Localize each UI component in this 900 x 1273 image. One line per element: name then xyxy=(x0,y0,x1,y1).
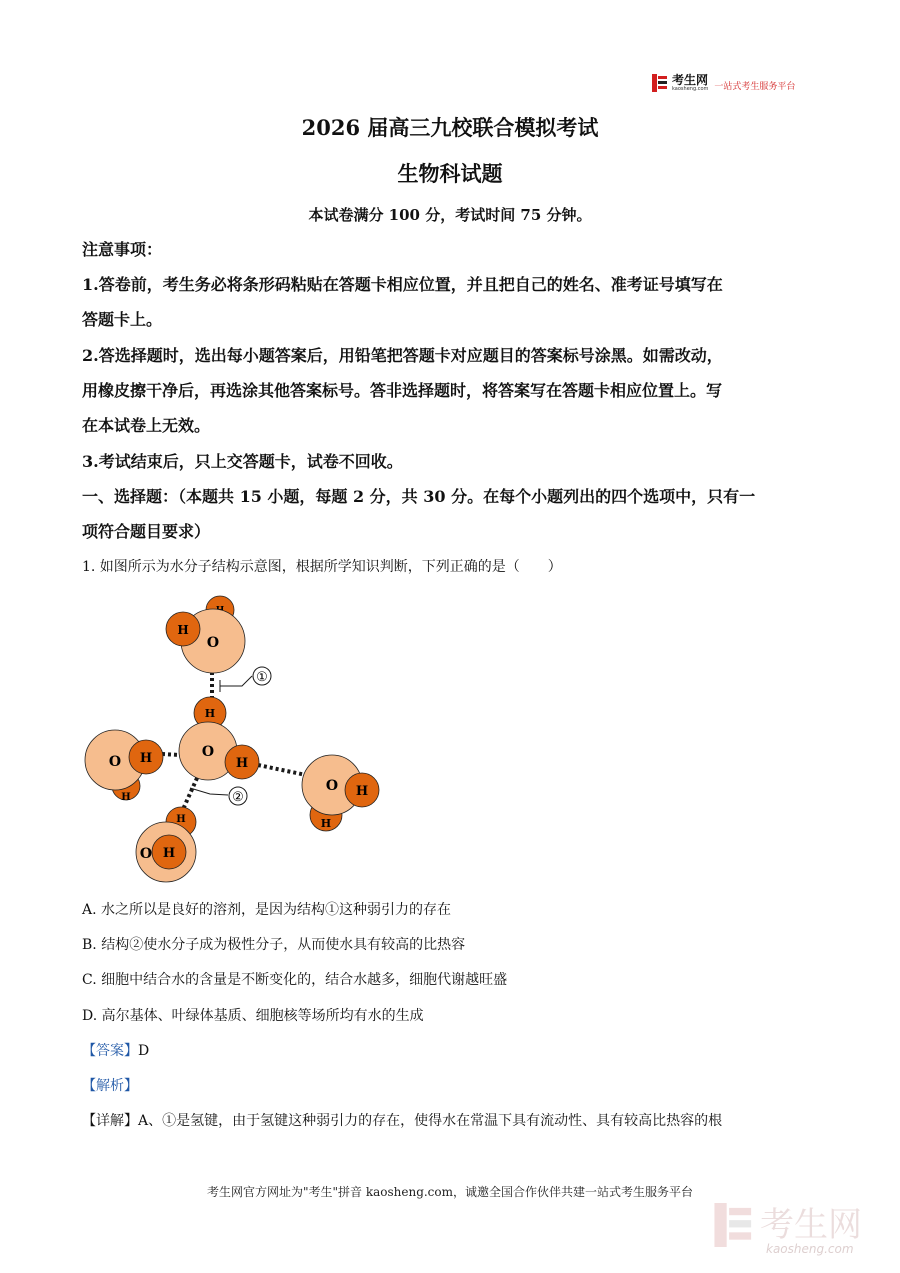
detail-label: 【详解】 xyxy=(82,1113,138,1129)
oxygen-label: O xyxy=(139,846,153,862)
kaosheng-logo-icon xyxy=(652,74,668,92)
oxygen-label: O xyxy=(206,635,220,651)
detail-line xyxy=(82,1112,722,1130)
option-a: A. 水之所以是良好的溶剂，是因为结构①这种弱引力的存在 xyxy=(82,902,452,918)
page-footer: 考生网官方网址为"考生"拼音 kaosheng.com，诚邀全国合作伙伴共建一站式考生服务平台 xyxy=(206,1185,694,1199)
logo-name: 考生网 xyxy=(672,73,709,87)
hydrogen-label: H xyxy=(139,751,153,766)
section-heading: 一、选择题：（本题共 15 小题，每题 2 分，共 30 分。在每个小题列出的四个选项中，只有一 xyxy=(82,487,756,506)
hydrogen-label: H xyxy=(204,707,216,720)
hydrogen-label: H xyxy=(320,817,332,830)
watermark-text: 考生网 xyxy=(760,1205,862,1245)
oxygen-label: O xyxy=(201,744,215,760)
site-logo[interactable] xyxy=(652,72,795,94)
notes-line: 在本试卷上无效。 xyxy=(82,416,211,435)
water-molecule-figure xyxy=(80,592,390,892)
oxygen-label: O xyxy=(325,778,339,794)
label1-leader xyxy=(220,676,252,692)
option-b: B. 结构②使水分子成为极性分子，从而使水具有较高的比热容 xyxy=(82,937,466,953)
subject-title: 生物科试题 xyxy=(397,161,503,186)
notes-line: 3.考试结束后，只上交答题卡，试卷不回收。 xyxy=(82,452,403,471)
question-stem: 1. 如图所示为水分子结构示意图，根据所学知识判断，下列正确的是（ ） xyxy=(82,559,562,575)
label1-text: ① xyxy=(256,670,268,685)
label2-text: ② xyxy=(232,790,244,805)
notes-line: 答题卡上。 xyxy=(82,310,163,329)
notes-line: 2.答选择题时，选出每小题答案后，用铅笔把答题卡对应题目的答案标号涂黑。如需改动， xyxy=(82,346,723,365)
analysis-label: 【解析】 xyxy=(82,1078,138,1094)
logo-domain: kaosheng.com xyxy=(672,86,709,92)
option-d: D. 高尔基体、叶绿体基质、细胞核等场所均有水的生成 xyxy=(82,1008,424,1024)
notes-heading: 注意事项： xyxy=(82,240,163,259)
exam-info: 本试卷满分 100 分，考试时间 75 分钟。 xyxy=(308,206,592,224)
option-c: C. 细胞中结合水的含量是不断变化的，结合水越多，细胞代谢越旺盛 xyxy=(82,972,508,988)
answer-value: D xyxy=(138,1043,150,1059)
answer-line xyxy=(82,1042,149,1060)
hydrogen-bond-2 xyxy=(162,754,180,755)
watermark-logo-icon xyxy=(714,1203,754,1247)
notes-line: 用橡皮擦干净后，再选涂其他答案标号。答非选择题时，将答案写在答题卡相应位置上。写 xyxy=(82,381,723,400)
exam-title: 2026 届高三九校联合模拟考试 xyxy=(301,115,599,140)
hydrogen-label: H xyxy=(176,814,186,825)
logo-tagline: 一站式考生服务平台 xyxy=(714,81,796,92)
section-heading-cont: 项符合题目要求） xyxy=(82,522,211,541)
hydrogen-label: H xyxy=(162,846,176,861)
detail-text: A、①是氢键，由于氢键这种弱引力的存在，使得水在常温下具有流动性、具有较高比热容的根 xyxy=(138,1113,723,1129)
watermark-domain: kaosheng.com xyxy=(766,1242,854,1256)
hydrogen-label: H xyxy=(121,792,131,803)
oxygen-label: O xyxy=(108,754,122,770)
hydrogen-label: H xyxy=(235,756,249,771)
answer-label: 【答案】 xyxy=(82,1043,138,1059)
hydrogen-label: H xyxy=(355,784,369,799)
label2-leader xyxy=(190,788,228,795)
hydrogen-bond-3 xyxy=(258,765,306,775)
notes-line: 1.答卷前，考生务必将条形码粘贴在答题卡相应位置，并且把自己的姓名、准考证号填写在 xyxy=(82,275,723,294)
hydrogen-label: H xyxy=(177,623,189,637)
watermark xyxy=(714,1203,862,1247)
